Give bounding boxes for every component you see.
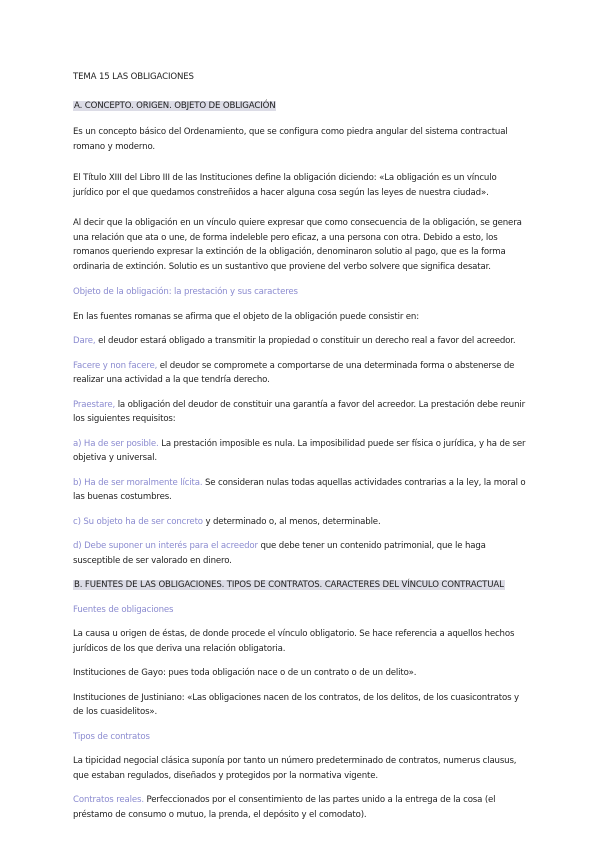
item-praestare-text: la obligación del deudor de constituir una garantía a favor del acreedor. La prestación debe reunir los siguientes requisitos: bbox=[73, 399, 526, 424]
subheading-objeto: Objeto de la obligación: la prestación y sus caracteres bbox=[73, 287, 298, 297]
item-facere-text: el deudor se compromete a comportarse de una determinada forma o abstenerse de realizar una actividad a la que tendría derecho. bbox=[73, 360, 515, 385]
paragraph-tipicidad: La tipicidad negocial clásica suponía por tanto un número predeterminado de contratos, numerus clausus, que estaban regulados, diseñados y protegidos por la normativa vigente. bbox=[73, 756, 517, 781]
requirement-a bbox=[73, 437, 528, 466]
item-contratos-reales-text: Perfeccionados por el consentimiento de las partes unido a la entrega de la cosa (el préstamo de consumo o mutuo, la prenda, el depósito y el comodato). bbox=[73, 795, 496, 820]
item-praestare-term: Praestare, bbox=[73, 399, 116, 410]
item-dare-term: Dare, bbox=[73, 336, 96, 346]
subheading-fuentes: Fuentes de obligaciones bbox=[73, 604, 174, 615]
item-facere bbox=[73, 359, 528, 388]
paragraph-concept: Es un concepto básico del Ordenamiento, que se configura como piedra angular del sistema contractual romano y moderno. bbox=[73, 127, 508, 152]
item-dare-text: el deudor estará obligado a transmitir la propiedad o constituir un derecho real a favor del acreedor. bbox=[95, 336, 516, 346]
item-facere-term: Facere y non facere, bbox=[73, 360, 158, 371]
document-title: TEMA 15 LAS OBLIGACIONES bbox=[73, 72, 194, 82]
requirement-b bbox=[73, 476, 528, 505]
paragraph-justiniano: Instituciones de Justiniano: «Las obligaciones nacen de los contratos, de los delitos, de los cuasicontratos y de los cuasidelitos». bbox=[73, 692, 519, 717]
requirement-b-term: b) Ha de ser moralmente lícita. bbox=[73, 477, 203, 488]
item-contratos-reales bbox=[73, 793, 528, 822]
subheading-tipos: Tipos de contratos bbox=[73, 731, 150, 742]
paragraph-fuentes-romanas: En las fuentes romanas se afirma que el objeto de la obligación puede consistir en: bbox=[73, 311, 419, 322]
section-b-heading bbox=[73, 578, 528, 593]
document-page bbox=[73, 64, 528, 822]
item-dare bbox=[73, 334, 528, 349]
section-a-heading bbox=[73, 99, 528, 114]
requirement-c-text: y determinado o, al menos, determinable. bbox=[202, 516, 381, 527]
item-contratos-reales-term: Contratos reales. bbox=[73, 795, 144, 805]
section-a-heading-text: A. CONCEPTO. ORIGEN. OBJETO DE OBLIGACIÓN bbox=[74, 100, 276, 111]
requirement-c bbox=[73, 515, 528, 530]
paragraph-gayo: Instituciones de Gayo: pues toda obligación nace o de un contrato o de un delito». bbox=[73, 668, 417, 678]
section-b-heading-text: B. FUENTES DE LAS OBLIGACIONES. TIPOS DE CONTRATOS. CARACTERES DEL VÍNCULO CONTRACTUAL bbox=[74, 580, 504, 590]
paragraph-titulo: El Título XIII del Libro III de las Instituciones define la obligación diciendo: «La obligación es un vínculo jurídico por el que quedamos constreñidos a hacer alguna cosa según las leyes de nuestra ciudad». bbox=[73, 173, 497, 198]
requirement-a-text: La prestación imposible es nula. La imposibilidad puede ser física o jurídica, y ha de ser objetiva y universal. bbox=[73, 438, 526, 463]
requirement-a-term: a) Ha de ser posible. bbox=[73, 438, 159, 449]
requirement-d-term: d) Debe suponer un interés para el acreedor bbox=[73, 541, 258, 551]
requirement-b-text: Se consideran nulas todas aquellas actividades contrarias a la ley, la moral o las buenas costumbres. bbox=[73, 477, 526, 502]
paragraph-causa: La causa u origen de éstas, de donde procede el vínculo obligatorio. Se hace referencia a aquellos hechos jurídicos de los que deriva una relación obligatoria. bbox=[73, 629, 515, 654]
item-praestare bbox=[73, 398, 528, 427]
requirement-d-text: que debe tener un contenido patrimonial, que le haga susceptible de ser valorado en dinero. bbox=[73, 541, 486, 566]
requirement-d bbox=[73, 539, 528, 568]
paragraph-vinculo: Al decir que la obligación en un vínculo quiere expresar que como consecuencia de la obligación, se genera una relación que ata o une, de forma indeleble pero eficaz, a una persona con otra. Debido a esto, los romanos queriendo expresar la extinción de la obligación, denominaron solutio al pago, que es la forma ordinaria de extinción. Solutio es un sustantivo que proviene del verbo solvere que significa desatar. bbox=[73, 218, 522, 272]
requirement-c-term: c) Su objeto ha de ser concreto bbox=[73, 516, 203, 527]
